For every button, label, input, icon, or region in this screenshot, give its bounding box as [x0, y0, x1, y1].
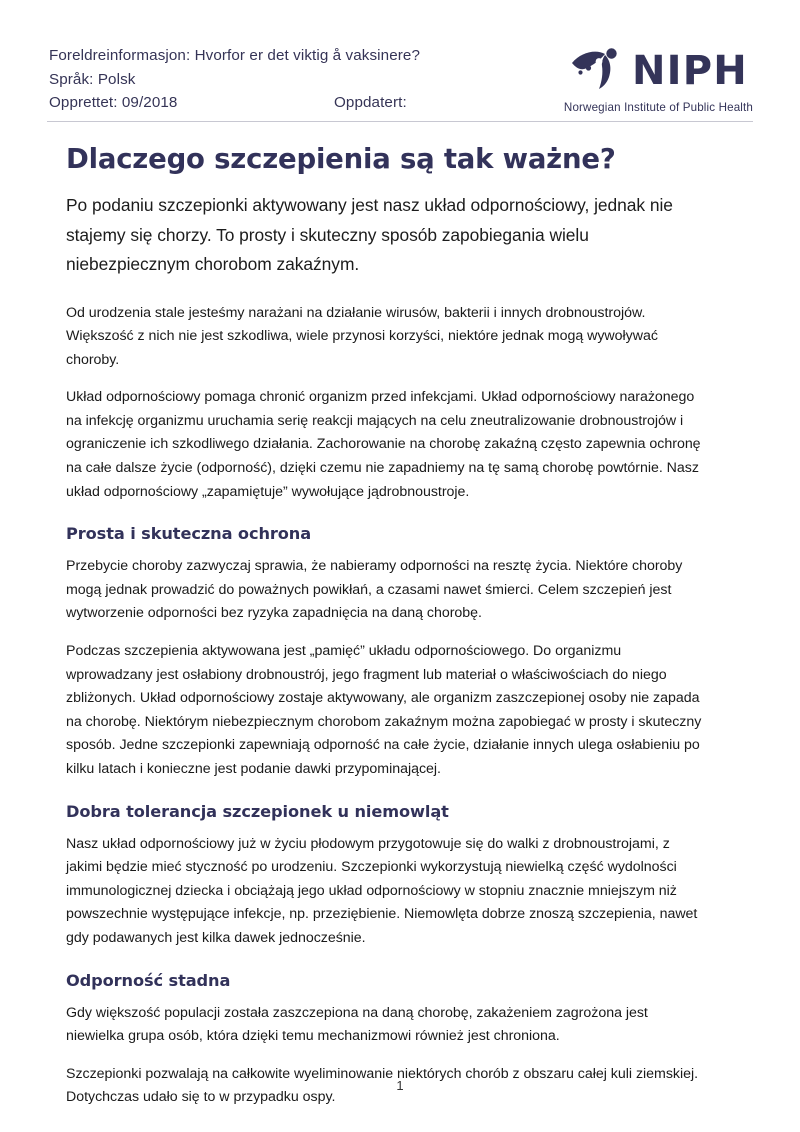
- page-number: 1: [396, 1078, 404, 1093]
- niph-logo: [564, 46, 753, 114]
- header-line-language: Språk: Polsk: [49, 70, 136, 88]
- section-heading-prosta-i-skuteczna-ochrona: Prosta i skuteczna ochrona: [66, 524, 312, 544]
- body-paragraph: Układ odpornościowy pomaga chronić organizm przed infekcjami. Układ odpornościowy narażonego na infekcję organizmu uruchamia serię reakcji mających na celu zneutralizowanie drobnoustrojów i ograniczenie ich szkodliwego działania. Zachorowanie na chorobę zakaźną często zapewnia ochronę na całe dalsze życie (odporność), dzięki czemu nie zapadniemy na tę samą chorobę powtórnie. Nasz układ odpornościowy „zapamiętuje” wywołujące jądrobnoustroje.: [66, 389, 701, 500]
- page-title: Dlaczego szczepienia są tak ważne?: [66, 143, 616, 175]
- body-paragraph: Przebycie choroby zazwyczaj sprawia, że nabieramy odporności na resztę życia. Niektóre choroby mogą jednak prowadzić do poważnych powikłań, a czasami nawet śmierci. Celem szczepień jest wytworzenie odporności bez ryzyka zapadnięcia na daną chorobę.: [66, 558, 683, 622]
- niph-figure-icon: [569, 46, 625, 95]
- section-heading-dobra-tolerancja-szczepionek: Dobra tolerancja szczepionek u niemowląt: [66, 801, 449, 821]
- body-paragraph: Nasz układ odpornościowy już w życiu płodowym przygotowuje się do walki z drobnoustrojami, z jakimi będzie mieć styczność po urodzeniu. Szczepionki wykorzystują niewielką część wydolności immunologicznej dziecka i obciążają jego układ odpornościowy w stopniu znacznie mniejszym niż powszechnie występujące infekcje, np. przeziębienie. Niemowlęta dobrze znoszą szczepienia, nawet gdy podawanych jest kilka dawek jednocześnie.: [66, 835, 698, 946]
- document-content: [0, 122, 800, 1124]
- body-paragraph: Gdy większość populacji została zaszczepiona na daną chorobę, zakażeniem zagrożona jest niewielka grupa osób, która dzięki temu mechanizmowi również jest chroniona.: [66, 1004, 648, 1045]
- logo-top-row: [569, 46, 748, 95]
- body-paragraph: Szczepionki pozwalają na całkowite wyeliminowanie niektórych chorób z obszaru całej kuli ziemskiej. Dotychczas udało się to w przypadku ospy.: [66, 1065, 699, 1106]
- header-updated-date: Oppdatert:: [334, 94, 407, 111]
- body-paragraph: Podczas szczepienia aktywowana jest „pamięć” układu odpornościowego. Do organizmu wprowadzany jest osłabiony drobnoustrój, jego fragment lub materiał o właściwościach do niego zbliżonych. Układ odpornościowy zostaje aktywowany, ale organizm zaszczepionej osoby nie zapada na chorobę. Niektórym niebezpiecznym chorobom zakaźnym można zapobiegać w prosty i skuteczny sposób. Jedne szczepionki zapewniają odporność na całe życie, działanie innych ulega osłabieniu po kilku latach i konieczne jest podanie dawki przypominającej.: [66, 643, 702, 777]
- header-metadata: [49, 44, 420, 115]
- logo-wordmark: NIPH: [631, 47, 748, 94]
- document-header: [0, 0, 800, 122]
- body-paragraph: Od urodzenia stale jesteśmy narażani na działanie wirusów, bakterii i innych drobnoustrojów. Większość z nich nie jest szkodliwa, wiele przynosi korzyści, niektóre jednak mogą wywoływać choroby.: [66, 304, 658, 368]
- header-line-dates: [49, 91, 420, 115]
- section-heading-odpornosc-stadna: Odporność stadna: [66, 970, 231, 990]
- logo-tagline: Norwegian Institute of Public Health: [563, 101, 753, 114]
- lead-paragraph: Po podaniu szczepionki aktywowany jest nasz układ odpornościowy, jednak nie stajemy się chorzy. To prosty i skuteczny sposób zapobiegania wielu niebezpiecznym chorobom zakaźnym.: [66, 195, 673, 274]
- header-created-date: Opprettet: 09/2018: [49, 94, 178, 111]
- header-line-title: Foreldreinformasjon: Hvorfor er det viktig å vaksinere?: [49, 47, 420, 64]
